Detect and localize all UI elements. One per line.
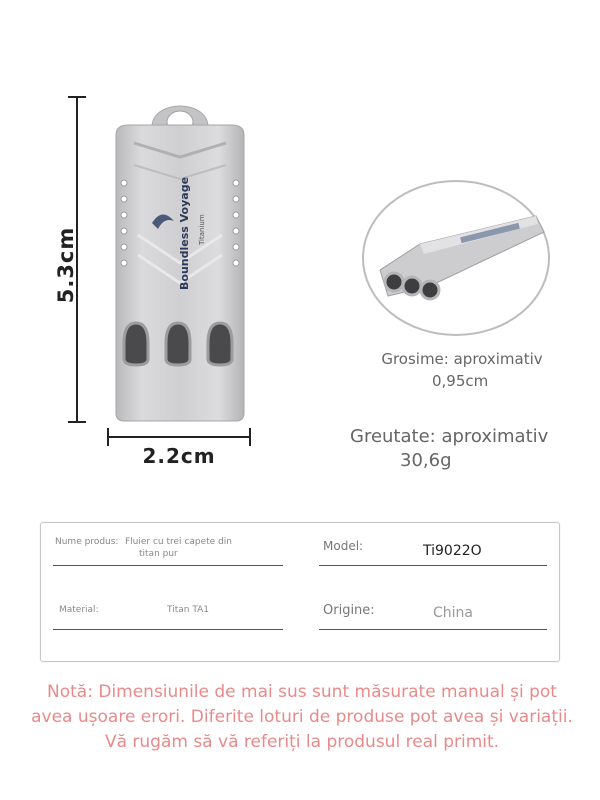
origin-underline	[319, 629, 547, 630]
height-dimension-label: 5.3cm	[54, 226, 78, 304]
weight-spec	[350, 425, 580, 473]
width-dimension-label: 2.2cm	[142, 444, 216, 468]
model-underline	[319, 565, 547, 566]
origin-value: China	[433, 605, 473, 621]
origin-label: Origine:	[323, 603, 375, 618]
thickness-spec	[362, 348, 562, 392]
weight-label: Greutate: aproximativ	[350, 426, 549, 447]
whistle-material-text: Titanium	[198, 214, 206, 245]
product-info-card	[40, 522, 560, 662]
product-name-label: Nume produs:	[55, 537, 119, 547]
material-underline	[53, 629, 283, 630]
product-name-underline	[53, 565, 283, 566]
model-label: Model:	[323, 539, 364, 553]
product-name-line2: titan pur	[139, 549, 178, 559]
whistle-front-image	[100, 95, 260, 425]
model-value: Ti9022O	[423, 543, 482, 559]
height-dimension-cap-bottom	[68, 421, 86, 423]
thickness-label: Grosime: aproximativ	[381, 350, 543, 368]
product-name-line1: Fluier cu trei capete din	[125, 537, 232, 547]
whistle-side-view-image	[360, 178, 552, 338]
thickness-value: 0,95cm	[432, 372, 489, 390]
whistle-brand-text: Boundless Voyage	[178, 176, 191, 290]
width-dimension-line	[108, 436, 250, 438]
weight-value: 30,6g	[400, 450, 452, 471]
disclaimer-note: Notă: Dimensiunile de mai sus sunt măsurate manual și pot avea ușoare erori. Diferite loturi de produse pot avea și variații. Vă rugăm să vă referiți la produsul real primit.	[31, 682, 573, 752]
material-value: Titan TA1	[167, 605, 210, 615]
material-label: Material:	[59, 605, 99, 615]
